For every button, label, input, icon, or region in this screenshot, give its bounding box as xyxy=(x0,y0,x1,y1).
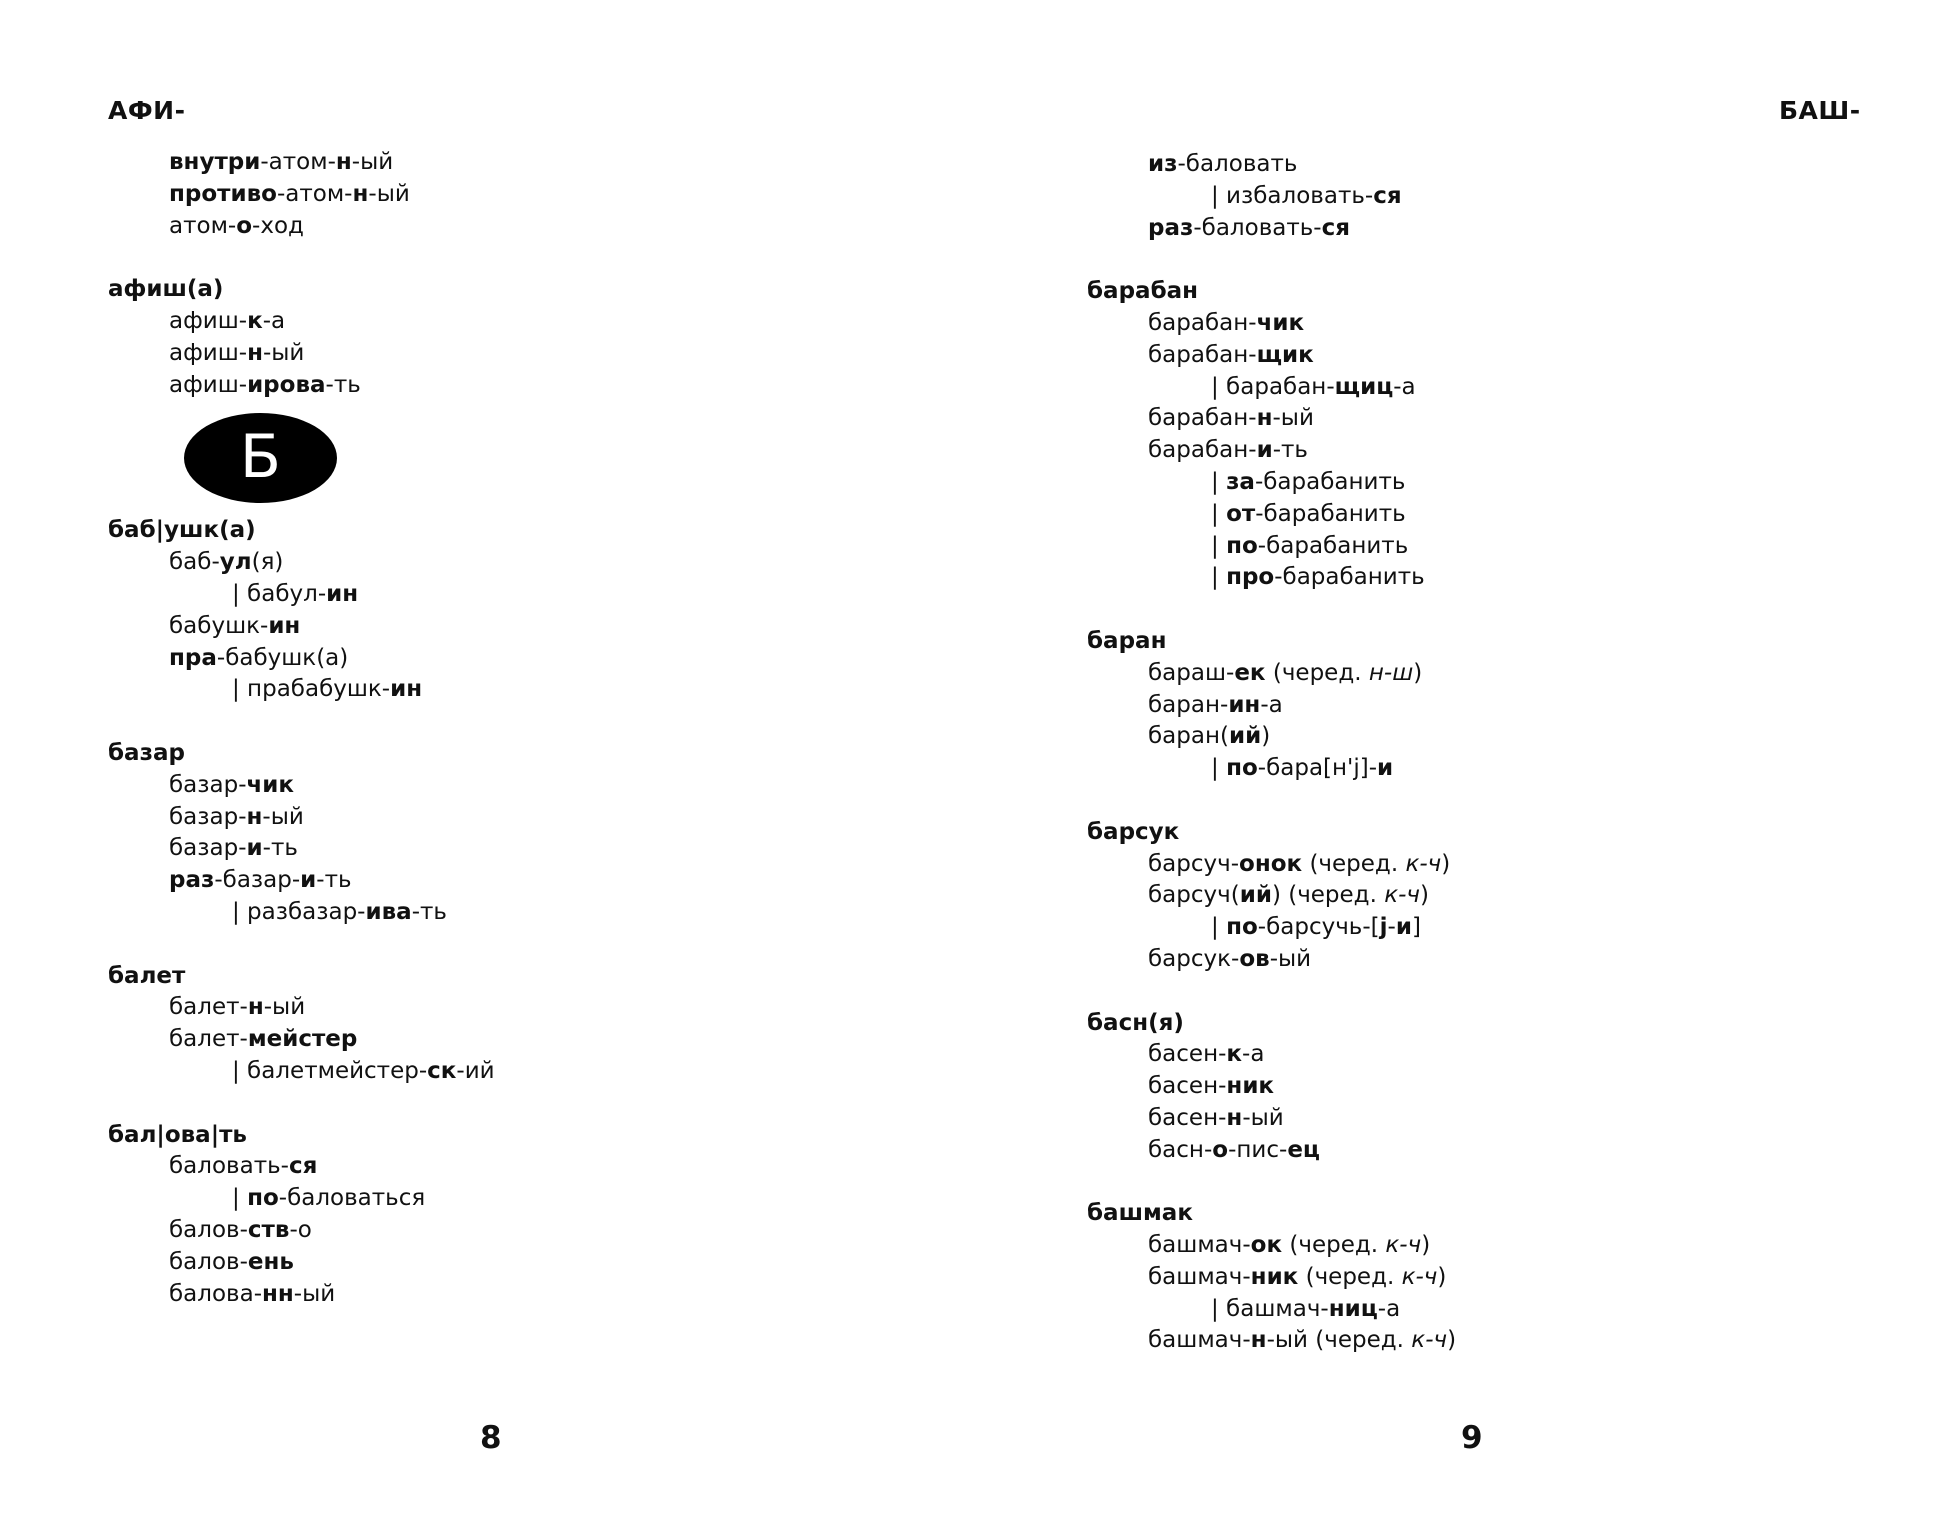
morpheme-bold: ся xyxy=(1321,214,1351,241)
dictionary-entry xyxy=(108,961,495,1088)
morpheme: -пис- xyxy=(1228,1136,1288,1163)
morpheme: балет- xyxy=(169,994,248,1021)
morpheme: -ый xyxy=(262,803,304,830)
morpheme: - xyxy=(1387,914,1396,941)
morpheme-bold: н xyxy=(1250,1327,1267,1354)
morpheme: -барабанить xyxy=(1254,468,1406,495)
entry-spacer xyxy=(108,242,495,274)
morpheme: | xyxy=(1211,468,1227,495)
morpheme-bold: ец xyxy=(1287,1136,1320,1163)
morpheme: башмач- xyxy=(1148,1232,1251,1259)
morpheme: -атом- xyxy=(260,149,336,175)
dictionary-entry xyxy=(1087,276,1456,594)
morpheme: -а xyxy=(1377,1295,1401,1322)
morpheme: барабан- xyxy=(1148,405,1257,432)
morpheme: ) xyxy=(1437,1263,1447,1290)
morpheme-bold: ива xyxy=(365,898,412,925)
derivative-line xyxy=(108,1024,495,1056)
dictionary-entry xyxy=(1087,626,1456,785)
morpheme: -ый xyxy=(368,180,410,207)
morpheme: ) xyxy=(1447,1327,1457,1354)
morpheme: ] xyxy=(1411,914,1421,941)
morpheme-bold: и xyxy=(1377,755,1394,782)
morpheme: -барабанить xyxy=(1257,532,1409,559)
morpheme-bold: н xyxy=(247,994,264,1021)
morpheme: | разбазар- xyxy=(232,898,366,925)
morpheme: -ый xyxy=(293,1280,336,1307)
morpheme: барабан- xyxy=(1148,341,1257,368)
dictionary-entry xyxy=(108,738,495,929)
derivative-line xyxy=(108,147,495,179)
morpheme: | прабабушк- xyxy=(232,676,391,703)
morpheme-bold: по xyxy=(1226,914,1258,941)
morpheme-bold: ов xyxy=(1239,945,1270,972)
morpheme: -ый xyxy=(262,339,305,366)
morpheme-bold: и xyxy=(246,835,263,862)
morpheme-bold: противо xyxy=(169,180,277,207)
derivative-line xyxy=(108,770,495,802)
entry-spacer xyxy=(108,929,495,961)
morpheme-bold: ень xyxy=(247,1248,294,1275)
derivative-line-nested xyxy=(1087,1294,1456,1326)
morpheme-bold: щиц xyxy=(1334,373,1394,400)
morpheme-bold: ин xyxy=(326,580,359,607)
derivative-line-nested xyxy=(1087,753,1456,785)
morpheme: -ий xyxy=(456,1057,495,1084)
morpheme: -ть xyxy=(1272,437,1308,464)
morpheme: башмач- xyxy=(1148,1327,1251,1354)
derivative-line-nested xyxy=(108,1183,495,1215)
right-page-column xyxy=(1087,149,1456,1357)
derivative-line xyxy=(1087,149,1456,181)
morpheme: -бара[н'j]- xyxy=(1257,755,1378,782)
morpheme: бабушк- xyxy=(169,612,269,639)
derivative-line xyxy=(1087,1230,1456,1262)
morpheme: ) xyxy=(1420,882,1429,909)
morpheme: -ть xyxy=(325,371,361,398)
left-page-column xyxy=(108,147,495,1310)
derivative-line-nested xyxy=(108,897,495,929)
morpheme: -ый xyxy=(1242,1104,1284,1131)
morpheme: басн- xyxy=(1148,1136,1213,1163)
morpheme: балет- xyxy=(169,1026,248,1053)
morpheme-bold: из xyxy=(1148,151,1178,177)
dictionary-entry xyxy=(108,274,495,401)
morpheme-bold: к xyxy=(1226,1041,1243,1068)
morpheme-bold: н xyxy=(246,803,263,830)
morpheme: | xyxy=(1211,914,1227,941)
headword: барабан xyxy=(1087,278,1199,305)
morpheme-bold: щик xyxy=(1256,341,1314,368)
morpheme: -а xyxy=(262,307,286,334)
morpheme: баб- xyxy=(169,549,220,576)
derivative-line xyxy=(108,211,495,243)
dictionary-entry xyxy=(108,147,495,242)
morpheme-bold: ин xyxy=(390,676,423,703)
morpheme-bold: ок xyxy=(1250,1232,1283,1259)
morpheme: -ть xyxy=(316,867,352,894)
morpheme: -о xyxy=(289,1216,312,1243)
morpheme-bold: ек xyxy=(1234,659,1266,686)
morpheme-bold: внутри xyxy=(169,149,261,175)
morpheme: афиш- xyxy=(169,339,248,366)
derivative-line-nested xyxy=(1087,181,1456,213)
morpheme: -базар- xyxy=(214,867,301,894)
morpheme: балов- xyxy=(169,1216,248,1243)
morpheme: | xyxy=(1211,755,1227,782)
morpheme: -а xyxy=(1242,1041,1265,1068)
morpheme-bold: н xyxy=(335,149,352,175)
morpheme-bold: мейстер xyxy=(247,1026,358,1053)
morpheme-bold: ий xyxy=(1228,723,1262,750)
morpheme: -ход xyxy=(252,212,304,239)
derivative-line xyxy=(1087,690,1456,722)
dictionary-entry xyxy=(108,1120,495,1311)
derivative-line xyxy=(1087,1103,1456,1135)
entry-spacer xyxy=(1087,594,1456,626)
derivative-line xyxy=(108,306,495,338)
morpheme-bold: онок xyxy=(1239,850,1303,877)
morpheme-bold: к xyxy=(247,307,263,334)
morpheme-bold: по xyxy=(1226,532,1258,559)
derivative-line xyxy=(108,865,495,897)
derivative-line xyxy=(1087,403,1456,435)
entry-spacer xyxy=(1087,785,1456,817)
left-page-number: 8 xyxy=(480,1420,502,1456)
entry-spacer xyxy=(1087,244,1456,276)
derivative-line-nested xyxy=(1087,499,1456,531)
headword: барсук xyxy=(1087,818,1180,845)
morpheme: барабан- xyxy=(1148,309,1257,336)
morpheme-bold: ся xyxy=(1373,182,1402,209)
morpheme-bold: раз xyxy=(1148,214,1194,241)
morpheme-bold: за xyxy=(1226,468,1255,495)
morpheme: афиш- xyxy=(169,371,248,398)
morpheme: -ый xyxy=(263,994,306,1021)
morpheme: баран- xyxy=(1148,691,1229,718)
derivative-line xyxy=(108,1279,495,1311)
alternation-note: н-ш xyxy=(1368,659,1414,686)
derivative-line xyxy=(108,833,495,865)
entry-spacer xyxy=(108,706,495,738)
morpheme: (я) xyxy=(251,549,284,576)
morpheme-bold: ник xyxy=(1250,1263,1299,1290)
morpheme: барсук- xyxy=(1148,945,1240,972)
morpheme: баловать- xyxy=(169,1153,289,1180)
morpheme: | балетмейстер- xyxy=(232,1057,428,1084)
morpheme: ) (черед. xyxy=(1271,882,1385,909)
derivative-line xyxy=(1087,1039,1456,1071)
alternation-note: к-ч xyxy=(1411,1327,1448,1354)
dictionary-entry xyxy=(108,515,495,706)
derivative-line xyxy=(1087,308,1456,340)
derivative-line xyxy=(108,370,495,402)
morpheme-bold: н xyxy=(1256,405,1273,432)
morpheme-bold: чик xyxy=(246,771,295,798)
morpheme-bold: и xyxy=(300,867,317,894)
morpheme-bold: про xyxy=(1226,564,1275,591)
morpheme: | xyxy=(232,1185,248,1212)
derivative-line xyxy=(1087,658,1456,690)
right-running-head: БАШ- xyxy=(1779,96,1861,125)
morpheme: базар- xyxy=(169,803,247,830)
derivative-line xyxy=(108,1151,495,1183)
morpheme: | барабан- xyxy=(1211,373,1335,400)
morpheme-bold: ин xyxy=(268,612,301,639)
derivative-line xyxy=(108,1247,495,1279)
derivative-line xyxy=(108,802,495,834)
right-page-number: 9 xyxy=(1461,1420,1483,1456)
morpheme-bold: пра xyxy=(169,644,217,671)
morpheme: балова- xyxy=(169,1280,262,1307)
morpheme: -ый (черед. xyxy=(1266,1327,1412,1354)
morpheme: барсуч- xyxy=(1148,850,1240,877)
derivative-line-nested xyxy=(1087,372,1456,404)
morpheme: басен- xyxy=(1148,1104,1227,1131)
morpheme-bold: раз xyxy=(169,867,215,894)
morpheme-bold: о xyxy=(236,212,253,239)
morpheme: -ть xyxy=(411,898,447,925)
entry-spacer xyxy=(108,1088,495,1120)
morpheme: (черед. xyxy=(1302,850,1406,877)
derivative-line-nested xyxy=(1087,467,1456,499)
morpheme: -ый xyxy=(351,149,394,175)
derivative-line xyxy=(1087,880,1456,912)
morpheme-bold: ул xyxy=(219,549,252,576)
morpheme-bold: н xyxy=(352,180,369,207)
derivative-line-nested xyxy=(108,674,495,706)
derivative-line xyxy=(1087,1262,1456,1294)
morpheme-bold: и xyxy=(1395,914,1412,941)
entry-spacer xyxy=(1087,976,1456,1008)
derivative-line xyxy=(1087,340,1456,372)
derivative-line xyxy=(108,611,495,643)
morpheme: барсуч( xyxy=(1148,882,1240,909)
headword: башмак xyxy=(1087,1200,1193,1227)
morpheme-bold: н xyxy=(247,339,263,366)
derivative-line-nested xyxy=(1087,912,1456,944)
morpheme: -ть xyxy=(262,835,298,862)
alternation-note: к-ч xyxy=(1405,850,1442,877)
morpheme: -баловать xyxy=(1177,151,1298,177)
derivative-line xyxy=(1087,1071,1456,1103)
morpheme-bold: ск xyxy=(427,1057,457,1084)
morpheme: -барабанить xyxy=(1274,564,1425,591)
entry-spacer xyxy=(1087,1167,1456,1199)
dictionary-entry xyxy=(1087,817,1456,976)
morpheme: -баловаться xyxy=(278,1185,426,1212)
morpheme-bold: нн xyxy=(262,1280,294,1307)
derivative-line xyxy=(1087,944,1456,976)
morpheme-bold: j xyxy=(1379,914,1388,941)
alternation-note: к-ч xyxy=(1385,1232,1422,1259)
dictionary-entry xyxy=(1087,1198,1456,1357)
derivative-line xyxy=(108,992,495,1024)
alternation-note: к-ч xyxy=(1401,1263,1438,1290)
derivative-line xyxy=(1087,213,1456,245)
morpheme-bold: ирова xyxy=(247,371,326,398)
morpheme-bold: ся xyxy=(288,1153,318,1180)
left-running-head: АФИ- xyxy=(108,96,186,125)
headword: баб|ушк(а) xyxy=(108,517,256,544)
morpheme: (черед. xyxy=(1282,1232,1386,1259)
morpheme-bold: и xyxy=(1256,437,1273,464)
morpheme: -ый xyxy=(1269,945,1312,972)
derivative-line-nested xyxy=(1087,562,1456,594)
derivative-line xyxy=(1087,849,1456,881)
morpheme: баран( xyxy=(1148,723,1229,750)
morpheme: | xyxy=(1211,532,1227,559)
morpheme: бараш- xyxy=(1148,659,1235,686)
morpheme: барабан- xyxy=(1148,437,1257,464)
morpheme: ) xyxy=(1261,723,1271,750)
alternation-note: к-ч xyxy=(1384,882,1420,909)
morpheme: -а xyxy=(1393,373,1416,400)
morpheme: | xyxy=(1211,500,1227,527)
dictionary-entry xyxy=(1087,1008,1456,1167)
morpheme: ) xyxy=(1421,1232,1431,1259)
derivative-line xyxy=(108,1215,495,1247)
morpheme-bold: ник xyxy=(1226,1073,1275,1100)
morpheme: | бабул- xyxy=(232,580,327,607)
letter-badge: Б xyxy=(184,413,337,503)
morpheme: | xyxy=(1211,564,1227,591)
morpheme-bold: по xyxy=(247,1185,279,1212)
morpheme-bold: н xyxy=(1226,1104,1243,1131)
morpheme: атом- xyxy=(169,212,237,239)
morpheme: -баловать- xyxy=(1193,214,1322,241)
headword: баран xyxy=(1087,627,1167,654)
morpheme: -ый xyxy=(1272,405,1314,432)
dictionary-entry xyxy=(1087,149,1456,244)
morpheme: | избаловать- xyxy=(1211,182,1374,209)
derivative-line xyxy=(108,547,495,579)
headword: афиш(а) xyxy=(108,276,224,303)
morpheme: ) xyxy=(1413,659,1423,686)
morpheme-bold: ниц xyxy=(1328,1295,1378,1322)
headword: базар xyxy=(108,739,185,766)
derivative-line xyxy=(1087,1135,1456,1167)
morpheme-bold: о xyxy=(1212,1136,1229,1163)
morpheme-bold: ств xyxy=(247,1216,290,1243)
derivative-line xyxy=(108,179,495,211)
morpheme-bold: ий xyxy=(1239,882,1272,909)
morpheme: балов- xyxy=(169,1248,248,1275)
morpheme: ) xyxy=(1441,850,1451,877)
headword: басн(я) xyxy=(1087,1009,1184,1036)
morpheme: -барсучь-[ xyxy=(1257,914,1380,941)
derivative-line xyxy=(1087,721,1456,753)
morpheme: | башмач- xyxy=(1211,1295,1329,1322)
morpheme: басен- xyxy=(1148,1073,1227,1100)
morpheme: башмач- xyxy=(1148,1263,1251,1290)
morpheme: базар- xyxy=(169,771,247,798)
headword: бал|ова|ть xyxy=(108,1121,247,1148)
derivative-line-nested xyxy=(1087,531,1456,563)
derivative-line xyxy=(108,643,495,675)
morpheme: афиш- xyxy=(169,307,248,334)
derivative-line-nested xyxy=(108,1056,495,1088)
derivative-line xyxy=(1087,435,1456,467)
morpheme: (черед. xyxy=(1298,1263,1402,1290)
morpheme-bold: чик xyxy=(1256,309,1305,336)
derivative-line-nested xyxy=(108,579,495,611)
headword: балет xyxy=(108,962,186,989)
derivative-line xyxy=(1087,1325,1456,1357)
morpheme-bold: от xyxy=(1226,500,1256,527)
derivative-line xyxy=(108,338,495,370)
morpheme: базар- xyxy=(169,835,247,862)
morpheme-bold: по xyxy=(1226,755,1258,782)
morpheme-bold: ин xyxy=(1228,691,1261,718)
morpheme: -бабушк(а) xyxy=(216,644,349,671)
morpheme: -атом- xyxy=(276,180,353,207)
morpheme: басен- xyxy=(1148,1041,1227,1068)
morpheme: -а xyxy=(1260,691,1283,718)
morpheme: -барабанить xyxy=(1255,500,1406,527)
morpheme: (черед. xyxy=(1265,659,1369,686)
